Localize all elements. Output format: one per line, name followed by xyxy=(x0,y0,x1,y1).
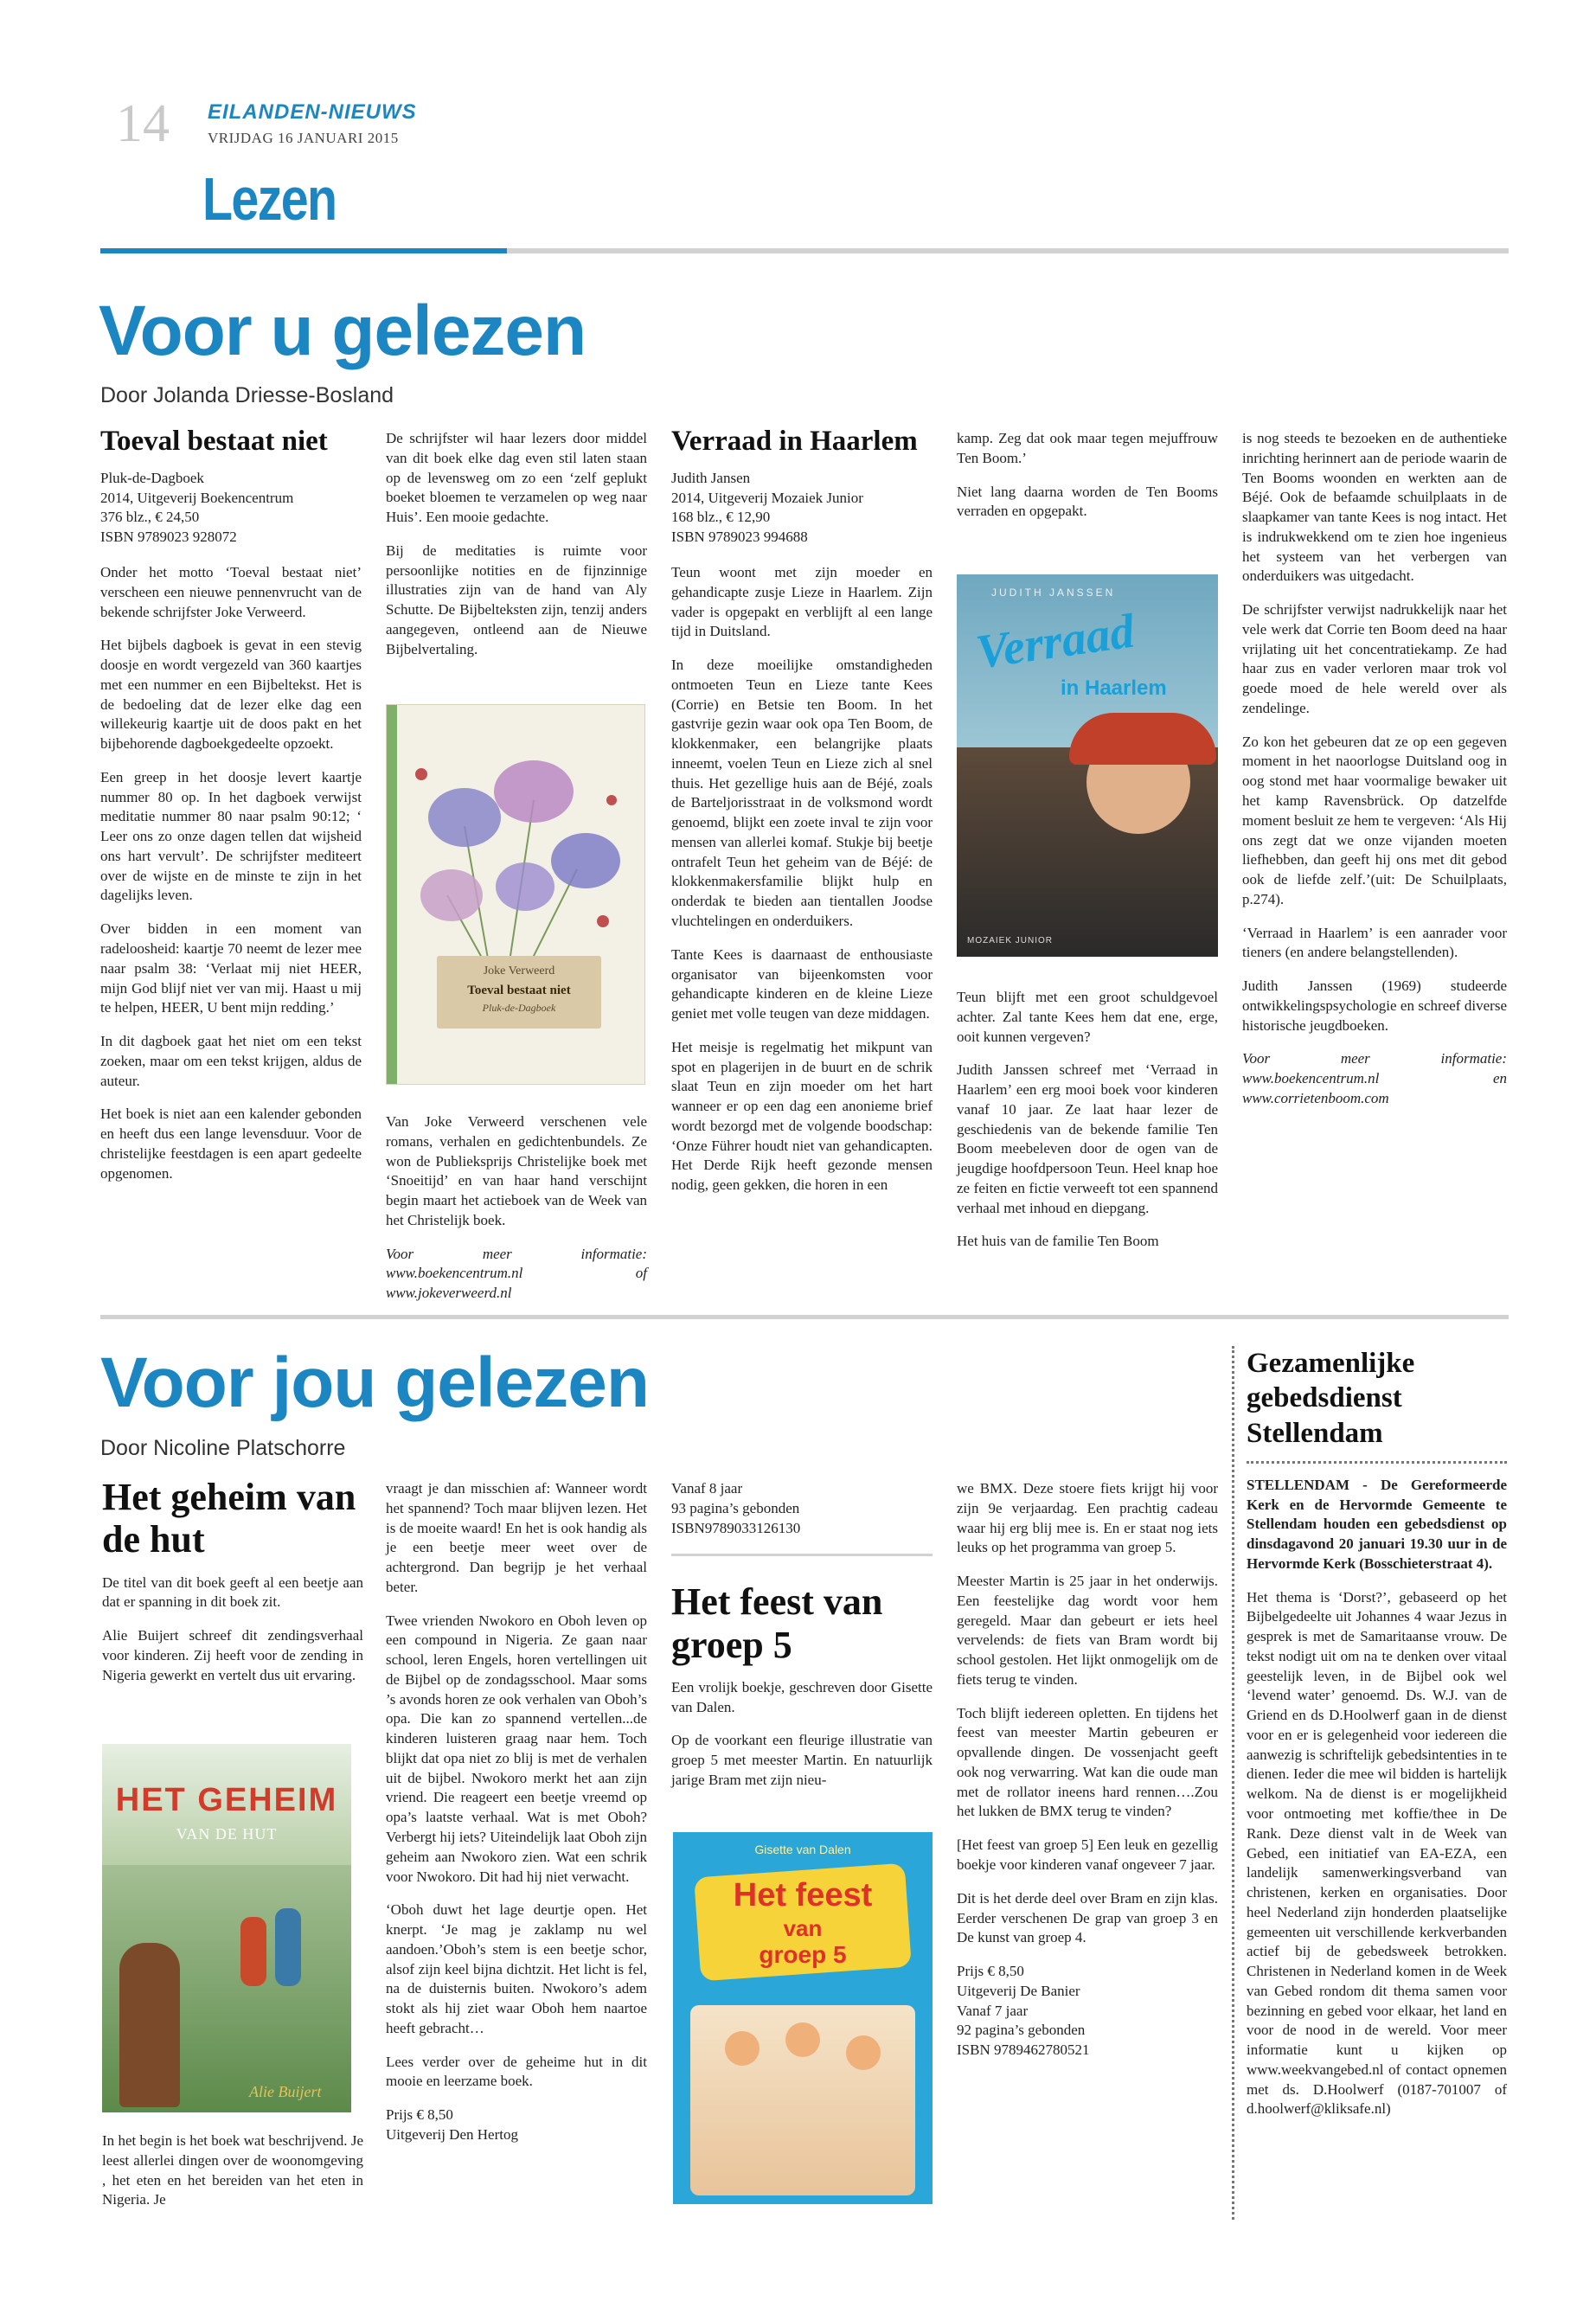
paragraph: Alie Buijert schreef dit zendingsverhaal voor kinderen. Zij heeft voor de zending in Nigeria gewerkt en vertelt dus uit ervaring. xyxy=(102,1627,363,1683)
masthead-logo: EILANDEN-NIEUWS xyxy=(208,100,417,124)
article-title: Het feest van groep 5 xyxy=(671,1580,883,1666)
article-title: Het geheim van de hut xyxy=(102,1476,356,1561)
article-toeval-col2 xyxy=(386,429,647,673)
book-meta-line: 92 pagina’s gebonden xyxy=(957,2022,1086,2039)
feature-title-bottom: Voor jou gelezen xyxy=(100,1343,649,1422)
paragraph: Op de voorkant een fleurige illustratie van groep 5 met meester Martin. En natuurlijk jarige Bram met zijn nieu- xyxy=(671,1732,933,1788)
article-geheim-col1b xyxy=(102,2131,363,2224)
paragraph: De schrijfster wil haar lezers door middel van dit boek elke dag even stil laten staan op de levensweg om zo een ‘zelf geplukt boeket bloemen te verzamelen op weg naar Huis’. Een mooie gedachte. xyxy=(386,430,647,526)
cover-title: Het feest xyxy=(733,1877,873,1913)
article-verraad-col2b xyxy=(957,988,1218,1266)
book-meta xyxy=(100,469,362,548)
book-meta-line: 93 pagina’s gebonden xyxy=(671,1499,800,1516)
cover-boy-cap xyxy=(1069,713,1216,765)
cover-title-2: VAN DE HUT xyxy=(176,1825,278,1843)
cover-author: Joke Verweerd xyxy=(483,965,555,977)
more-info: Voor meer informatie: www.boekencentrum.nl en www.corrietenboom.com xyxy=(1242,1050,1507,1106)
paragraph: vraagt je dan misschien af: Wanneer wordt het spannend? Toch maar blijven lezen. Het is de moeite waard! En het is ook handig als je een beetje meer weet over de achtergrond. Dan begrijp je het verhaal beter. xyxy=(386,1480,647,1595)
cover-face xyxy=(846,2035,881,2070)
paragraph: Over bidden in een moment van radeloosheid: kaartje 70 neemt de lezer mee naar psalm 38: ‘Verlaat mij niet HEER, mijn God blijf niet ver van mij. Haast u mij te helpen, HEER, U bent mijn redding.’ xyxy=(100,920,362,1016)
book-meta-line: 168 blz., € 12,90 xyxy=(671,509,771,526)
book-cover-feest xyxy=(673,1832,933,2204)
paragraph: In dit dagboek gaat het niet om een tekst zoeken, maar om een tekst krijgen, aldus de auteur. xyxy=(100,1033,362,1089)
book-meta-line: ISBN 9789462780521 xyxy=(957,2041,1090,2059)
article-verraad-col1 xyxy=(671,426,933,1209)
paragraph: Zo kon het gebeuren dat ze op een gegeven moment in het naoorlogse Duitsland oog in oog stond met haar voormalige bewaker uit het kamp Ravensbrück. Op datzelfde moment besluit ze hem te vergeven: ‘Als Hij ons zegt dat we onze vijanden moeten liefhebben, dan geeft hij ons met dit gebod ook de liefde zelf.’(uit: De Schuilplaats, p.274). xyxy=(1242,733,1507,907)
paragraph: Het boek is niet aan een kalender gebonden en heeft dus een lange levensduur. Voor de christelijke feestdagen is een apart gedeelte opgenomen. xyxy=(100,1106,362,1182)
book-meta xyxy=(957,1962,1218,2061)
paragraph: Toch blijft iedereen opletten. En tijdens het feest van meester Martin gebeuren er opvallende dingen. De vossenjacht geeft ook nog verwarring. Wat kan die oude man met de rollator ineens hard rennen….Zou het lukken de BMX terug te vinden? xyxy=(957,1704,1218,1820)
sidebar-lead: STELLENDAM - De Gereformeerde Kerk en de Hervormde Gemeente te Stellendam houden een gebedsdienst op dinsdagavond 20 januari 19.30 uur in de Hervormde Kerk (Bosschieterstraat 4). xyxy=(1247,1476,1507,1572)
issue-date: VRIJDAG 16 JANUARI 2015 xyxy=(208,130,399,146)
book-cover-toeval xyxy=(386,704,645,1085)
cover-figure xyxy=(275,1908,301,1986)
article-geheim-col2 xyxy=(386,1479,647,2161)
cover-figure xyxy=(240,1917,266,1986)
article-verraad-col3 xyxy=(1242,429,1507,1123)
book-cover-verraad xyxy=(957,574,1218,957)
paragraph: Het huis van de familie Ten Boom xyxy=(957,1233,1159,1250)
paragraph: Onder het motto ‘Toeval bestaat niet’ verscheen een nieuwe pennenvrucht van de bekende schrijfster Joke Verweerd. xyxy=(100,564,362,620)
cover-title-2: in Haarlem xyxy=(1061,676,1167,700)
cover-author: Alie Buijert xyxy=(249,2083,322,2100)
book-meta-line: Uitgeverij Den Hertog xyxy=(386,2125,518,2143)
paragraph: In het begin is het boek wat beschrijvend. Je leest allerlei dingen over de woonomgeving , het eten en het bereiden van het eten in Nigeria. Je xyxy=(102,2132,363,2208)
cover-title-3: groep 5 xyxy=(759,1941,847,1968)
paragraph: In deze moeilijke omstandigheden ontmoeten Teun en Lieze tante Kees (Corrie) en Betsie ten Boom. In het gastvrije gezin waar ook opa Ten Boom, de klokkenmaker, een belangrijke plaats inneemt, voelen Teun en Lieze zich al snel thuis. Het gezellige huis aan de Béjé, zoals de Barteljorisstraat in de volksmond wordt genoemd, blijkt een zoete inval te zijn voor mensen van allerlei komaf. Stukje bij beetje ontrafelt Teun het geheim van de Béjé: de klokkenmakersfamilie blijkt hulp en onderdak te bieden aan tientallen Joodse vluchtelingen en onderduikers. xyxy=(671,657,933,930)
feature-byline-top: Door Jolanda Driesse-Bosland xyxy=(100,383,394,407)
article-title: Toeval bestaat niet xyxy=(100,426,328,457)
cover-title-2: van xyxy=(783,1915,823,1941)
cover-title: HET GEHEIM xyxy=(115,1782,338,1818)
paragraph: Van Joke Verweerd verschenen vele romans, verhalen en gedichtenbundels. Ze won de Publieksprijs Christelijke boek met ‘Snoeitijd’ en van haar hand verschijnt begin maart het actieboek van de Week van het Christelijk boek. xyxy=(386,1113,647,1228)
page-number: 14 xyxy=(116,94,170,153)
book-meta-line: 2014, Uitgeverij Mozaiek Junior xyxy=(671,489,863,506)
paragraph: Een vrolijk boekje, geschreven door Gisette van Dalen. xyxy=(671,1678,933,1715)
paragraph: Dit is het derde deel over Bram en zijn klas. Eerder verschenen De grap van groep 3 en De kunst van groep 4. xyxy=(957,1889,1218,1946)
section-rule xyxy=(507,248,1509,253)
more-info: Voor meer informatie: www.boekencentrum.nl of www.jokeverweerd.nl xyxy=(386,1245,647,1302)
paragraph: [Het feest van groep 5] Een leuk en gezellig boekje voor kinderen vanaf ongeveer 7 jaar. xyxy=(957,1836,1218,1874)
article-feest-col2 xyxy=(957,1479,1218,2076)
book-meta-line: Prijs € 8,50 xyxy=(957,1963,1024,1980)
book-meta xyxy=(671,1479,933,1538)
article-geheim-col1 xyxy=(102,1476,363,1699)
book-meta-line: Prijs € 8,50 xyxy=(386,2106,453,2124)
paragraph: Het bijbels dagboek is gevat in een stevig doosje en wordt vergezeld van 360 kaartjes met een nummer en een Bijbeltekst. Het is de bedoeling dat de lezer elke dag een willekeurig kaartje uit de doos pakt en het bijbehorende dagboekgedeelte opzoekt. xyxy=(100,637,362,753)
paragraph: we BMX. Deze stoere fiets krijgt hij voor zijn 9e verjaardag. Een prachtig cadeau waar hij erg blij mee is. En er staat nog iets leuks op het programma van groep 5. xyxy=(957,1480,1218,1556)
paragraph: Niet lang daarna worden de Ten Booms verraden en opgepakt. xyxy=(957,483,1218,520)
paragraph: Judith Janssen schreef met ‘Verraad in Haarlem’ een erg mooi boek voor kinderen vanaf 10 jaar. Ze laat haar lezer de geschiedenis van de bekende familie Ten Boom meebeleven door de ogen van de jeugdige hoofdpersoon Teun. Heel knap hoe ze feiten en fictie verweeft tot een spannend verhaal met inhoud en diepgang. xyxy=(957,1061,1218,1216)
paragraph: Teun woont met zijn moeder en gehandicapte zusje Lieze in Haarlem. Zijn vader is opgepakt en verblijft al een lange tijd in Duitsland. xyxy=(671,564,933,640)
cover-title: Toeval bestaat niet xyxy=(467,984,571,997)
book-meta-line: 376 blz., € 24,50 xyxy=(100,509,200,526)
article-geheim-col3 xyxy=(671,1479,933,1804)
paragraph: Een greep in het doosje levert kaartje nummer 80 op. In het dagboek verwijst meditatie nummer 80 naar psalm 90:12; ‘ Leer ons zo onze dagen tellen dat wijsheid ons hart vervult’. De schrijfster mediteert over de wijste en de minste te zijn in het dagelijks leven. xyxy=(100,768,362,904)
feature-byline-bottom: Door Nicoline Platschorre xyxy=(100,1436,346,1460)
cover-face xyxy=(725,2031,760,2066)
paragraph: is nog steeds te bezoeken en de authentieke inrichting herinnert aan de periode waarin de Ten Booms woonden en werkten aan de Béjé. Ook de befaamde schuilplaats in de slaapkamer van tante Kees is nog intact. Het is indrukwekkend om te zien hoe ingenieus het systeem van het verbergen van onderduikers was uitgedacht. xyxy=(1242,430,1507,585)
book-meta xyxy=(671,469,933,548)
article-divider xyxy=(671,1554,933,1556)
cover-figure xyxy=(119,1943,180,2107)
article-toeval-col1 xyxy=(100,426,362,1197)
flower-illustration-icon xyxy=(387,722,645,982)
paragraph: Tante Kees is daarnaast de enthousiaste organisator van bijeenkomsten voor gehandicapte kinderen en de kleine Lieze geniet met volle teugen van deze middagen. xyxy=(671,945,933,1022)
cover-subtitle: Pluk-de-Dagboek xyxy=(482,1002,556,1014)
book-meta xyxy=(386,2106,647,2145)
book-meta-line: Judith Jansen xyxy=(671,469,751,486)
paragraph: Meester Martin is 25 jaar in het onderwijs. Een feestelijke dag wordt voor hem geregeld. Maar dan gebeurt er iets heel vervelends: de fiets van Bram wordt bij school gestolen. Het lijkt onmogelijk om de fiets terug te vinden. xyxy=(957,1573,1218,1688)
section-title: Lezen xyxy=(202,165,337,233)
paragraph: Het thema is ‘Dorst?’, gebaseerd op het Bijbelgedeelte uit Johannes 4 waar Jezus in gesprek is met de Samaritaanse vrouw. De tekst nodigt uit om na te denken over vitaal geestelijk leven, in de Bijbel ook wel ‘levend water’ genoemd. Ds. W.J. van de Griend en ds D.Hoolwerf gaan in de dienst voor en er is gelegenheid voor iedereen die aanwezig is schriftelijk gebedsintenties in te dienen. Ieder die mee wil bidden is hartelijk welkom. Na de dienst is er mogelijkheid voor ontmoeting met koffie/thee in De Rank. Deze dienst valt in de Week van Gebed, een initiatief van EA-EZA, een landelijk samenwerkingsverband van christenen, kerken en organisaties. Door heel Nederland zijn honderden plaatselijke gemeenten uit verschillende kerkverbanden actief bij de gebedsweek betrokken. Christenen in Nederland komen in de Week van Gebed rondom dit thema samen voor bezinning en gebed voor elkaar, het land en voor de nood in de wereld. Voor meer informatie kunt u kijken op www.weekvangebed.nl of contact opnemen met ds. D.Hoolwerf (0187-701007 of d.hoolwerf@kliksafe.nl) xyxy=(1247,1588,1507,2118)
book-meta-line: ISBN 9789023 928072 xyxy=(100,529,237,546)
cover-author: JUDITH JANSSEN xyxy=(991,586,1116,599)
paragraph: Bij de meditaties is ruimte voor persoonlijke notities en de fijnzinnige illustraties zijn van de hand van Aly Schutte. De Bijbelteksten zijn, tenzij anders aangegeven, ontleend aan de Nieuwe Bijbelvertaling. xyxy=(386,542,647,657)
cover-label xyxy=(437,956,601,1029)
paragraph: ‘Verraad in Haarlem’ is een aanrader voor tieners (en andere belangstellenden). xyxy=(1242,924,1507,961)
section-divider xyxy=(100,1315,1509,1319)
paragraph: kamp. Zeg dat ook maar tegen mejuffrouw Ten Boom.’ xyxy=(957,430,1218,466)
sidebar-title: Gezamenlijke gebedsdienst Stellendam xyxy=(1247,1346,1507,1464)
paragraph: Judith Janssen (1969) studeerde ontwikkelingspsychologie en schreef diverse historische jeugdboeken. xyxy=(1242,977,1507,1034)
book-meta-line: Vanaf 8 jaar xyxy=(671,1480,743,1497)
article-title: Verraad in Haarlem xyxy=(671,426,918,457)
book-meta-line: 2014, Uitgeverij Boekencentrum xyxy=(100,489,294,506)
book-meta-line: ISBN9789033126130 xyxy=(671,1519,801,1536)
paragraph: Twee vrienden Nwokoro en Oboh leven op een compound in Nigeria. Ze gaan naar school, leren Engels, horen vertellingen uit de Bijbel op de zondagsschool. Maar soms ’s avonds horen ze ook verhalen van Oboh’s opa. Die kan zo spannend vertellen...de kinderen luisteren graag naar hem. Toch blijkt dat opa niet zo blij is met de verhalen uit de bijbel. Nwokoro merkt het aan zijn vriend. Die reageert een beetje vreemd op opa’s laatste verhaal. Wat is met Oboh? Verbergt hij iets? Uiteindelijk laat Oboh zijn geheim aan Nwokoro zien. Wat een schrik voor Nwokoro. Dit had hij niet verwacht. xyxy=(386,1612,647,1885)
news-sidebar xyxy=(1232,1346,1507,2220)
article-verraad-col2a xyxy=(957,429,1218,535)
article-toeval-col2b xyxy=(386,1112,647,1317)
book-meta-line: Vanaf 7 jaar xyxy=(957,2002,1029,2019)
cover-publisher: MOZAIEK JUNIOR xyxy=(967,936,1054,945)
book-meta-line: Pluk-de-Dagboek xyxy=(100,469,204,486)
paragraph: De titel van dit boek geeft al een beetje aan dat er spanning in dit boek zit. xyxy=(102,1574,363,1611)
paragraph: De schrijfster verwijst nadrukkelijk naar het vele werk dat Corrie ten Boom deed na haar vrijlating uit het concentratiekamp. Ze had haar zus en vader verloren maar trok vol goede moed de hele wereld over als zendelinge. xyxy=(1242,601,1507,716)
sidebar-body xyxy=(1247,1476,1507,2120)
book-meta-line: ISBN 9789023 994688 xyxy=(671,529,808,546)
section-rule-accent xyxy=(100,248,507,253)
cover-title: Verraad xyxy=(972,604,1138,680)
paragraph: Lees verder over de geheime hut in dit mooie en leerzame boek. xyxy=(386,2053,647,2090)
paragraph: Teun blijft met een groot schuldgevoel achter. Zal tante Kees hem dat ene, erge, ooit kunnen vergeven? xyxy=(957,989,1218,1045)
cover-author: Gisette van Dalen xyxy=(754,1843,851,1856)
book-cover-geheim xyxy=(102,1744,351,2112)
cover-face xyxy=(785,2022,820,2057)
feature-title-top: Voor u gelezen xyxy=(99,292,586,370)
paragraph: Het meisje is regelmatig het mikpunt van spot en plagerijen in de buurt en de schrik slaat Teun en zijn moeder om het hart wanneer er op een dag een anonieme brief wordt bezorgd met de volgende boodschap: ‘Onze Führer houdt niet van gehandicapten. Het Derde Rijk heeft gezonde mensen nodig, geen gekken, die horen in een xyxy=(671,1038,933,1194)
paragraph: ‘Oboh duwt het lage deurtje open. Het knerpt. ‘Je mag je zaklamp nu wel aandoen.’Oboh’s stem is een beetje schor, alsof zijn keel bijna dichtzit. Het licht is fel, na de duisternis buiten. Nwokoro’s adem stokt als hij ziet waar Oboh hem naartoe heeft gebracht… xyxy=(386,1901,647,2036)
book-meta-line: Uitgeverij De Banier xyxy=(957,1982,1080,1999)
